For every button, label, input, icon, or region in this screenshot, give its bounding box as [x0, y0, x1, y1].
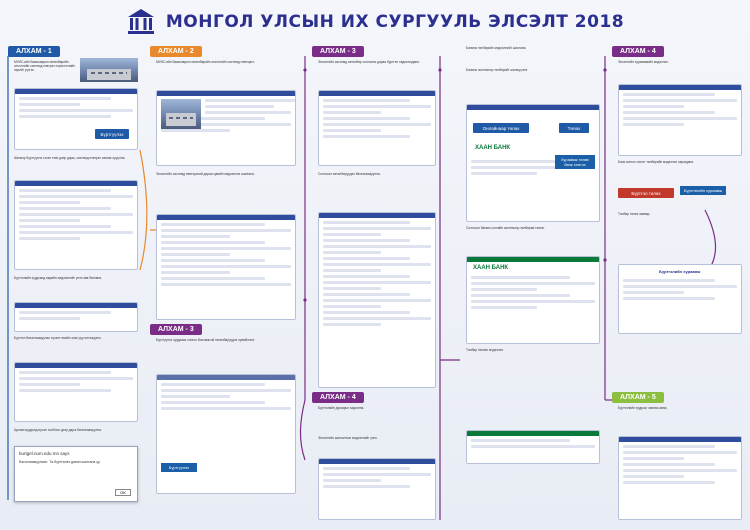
university-logo-icon	[126, 7, 156, 37]
step-1-tag: АЛХАМ - 1	[8, 46, 60, 57]
step-3b-confirm-screenshot	[318, 212, 436, 388]
step-3c-bank-text: Банкны төлбөрийн мэдээллийг шалгана.	[466, 46, 527, 50]
step-3b-body: Сонгосон хөтөлбөрүүдээ баталгаажуулна.	[318, 172, 381, 176]
step-2-body: Элсэлтийн системд нэвтэрсний дараа хувийн мэдээллээ шалгана.	[156, 172, 255, 176]
step-4b-intro: Бүртгэлийн дугаарыг хадгална.	[318, 406, 365, 410]
register-button[interactable]: Бүртгүүлэх	[95, 129, 129, 139]
step-4c-list: Төлбөр төлсөн мэдээлэл.	[466, 348, 504, 352]
step-3a-callout: Бүртгүүлэх	[161, 463, 197, 472]
step-5-print-screenshot	[618, 436, 742, 520]
step-4a-intro: Элсэлтийн хураамжийн мэдээлэл.	[618, 60, 669, 64]
bank-logo: ХААН БАНК	[475, 145, 511, 151]
dialog-ok-button[interactable]: OK	[115, 489, 131, 496]
step-4a-tag: АЛХАМ - 4	[612, 46, 664, 57]
step-2-tag: АЛХАМ - 2	[150, 46, 202, 57]
confirm-dialog	[14, 446, 138, 502]
step-3a-selection-screenshot	[156, 374, 296, 494]
step-1-email-screenshot	[14, 362, 138, 422]
bank-table-screenshot	[466, 430, 600, 464]
poster-header	[0, 0, 750, 44]
step-5-tag: АЛХАМ - 5	[612, 392, 664, 403]
step-1-login-text: Шинээр бүртгүүлэх гэсэн товч дээр дарж, системд нэвтрэх хаягаа оруулна.	[14, 156, 126, 160]
step-2-intro: МУИС-ийн бакалаврын хөтөлбөрийн элсэлтийн системд нэвтэрнэ.	[156, 60, 255, 64]
step-1-intro: МУИС-ийн бакалаврын хөтөлбөрийн элсэлтийн системд нэвтрэх хэрэглэгчийн нэрийг үүсгэх.	[14, 60, 75, 73]
fee-callout: Бүртгэлийн хураамж	[680, 186, 726, 195]
step-1-confirm-text: Бүртгэл баталгаажуулах хүсэлт имэйл хаяг руу илгээгдэнэ.	[14, 336, 102, 340]
step-1-confirm-screenshot	[14, 302, 138, 332]
bank-callout: Хураамж төлөх банк сонгох	[555, 155, 595, 169]
bank-selection-screenshot	[466, 104, 600, 222]
step-2-dashboard-screenshot	[156, 90, 296, 166]
dialog-url: burtgel.num.edu.mn says	[19, 451, 70, 456]
step-4b-body: Элсэлтийн шалгалтын мэдээллийг үзнэ.	[318, 436, 378, 440]
step-4a-bank: Банк сонгох хэсэгт төлбөрийн мэдээлэл харагдана.	[618, 160, 694, 164]
step-3b-tag: АЛХАМ - 3	[312, 46, 364, 57]
step-1-register-text: Бүртгэлийн хуудсанд өөрийн мэдээллийг үнэн зөв бөглөнө.	[14, 276, 102, 280]
step-4c-body: Банкны системээр төлбөрийг шилжүүлнэ.	[466, 68, 528, 72]
step-4a-fee-table	[618, 84, 742, 156]
pay-button[interactable]: Төлөх	[559, 123, 589, 133]
step-3b-intro: Элсэлтийн системд хөтөлбөр сонгосны дараа бүртгэл хадгалагдана.	[318, 60, 420, 64]
bank-payment-screenshot	[466, 256, 600, 344]
step-1-email-text: Цахим шууданд ирсэн холбоос дээр дарж баталгаажуулна.	[14, 428, 102, 432]
registration-pay-button[interactable]: Бүртгэл төлөх	[618, 188, 674, 198]
online-pay-button[interactable]: Онлайнаар төлөх	[473, 123, 529, 133]
dialog-text: Баталгаажуулсан. Та бүртгэлээ дахин шалгана уу.	[19, 460, 101, 464]
step-2-profile-screenshot	[156, 214, 296, 320]
step-4b-exam-screenshot	[318, 458, 436, 520]
poster-title: МОНГОЛ УЛСЫН ИХ СУРГУУЛЬ ЭЛСЭЛТ 2018	[165, 12, 625, 32]
step-5-body: Бүртгэлийн хуудсыг хэвлэж авна.	[618, 406, 668, 410]
step-4b-tag: АЛХАМ - 4	[312, 392, 364, 403]
bank-logo-2: ХААН БАНК	[473, 265, 509, 271]
step-3a-tag: АЛХАМ - 3	[150, 324, 202, 335]
step-1-login-screenshot	[14, 88, 138, 150]
university-building-photo	[80, 58, 138, 82]
step-1-register-form	[14, 180, 138, 270]
step-4a-fee-screenshot	[618, 264, 742, 334]
step-3a-body: Бүртгүүлэх хуудсаас сонгох боломжтой хөтөлбөрүүдээ эрэмбэлнэ.	[156, 338, 255, 342]
step-4a-list: Төлбөр төлөх заавар.	[618, 212, 651, 216]
step-3c-after: Сонгосон банкны онлайн системээр төлбөрөө төлнө.	[466, 226, 545, 230]
step-3b-program-list	[318, 90, 436, 166]
fee-heading: Бүртгэлийн хураамж	[659, 269, 701, 274]
